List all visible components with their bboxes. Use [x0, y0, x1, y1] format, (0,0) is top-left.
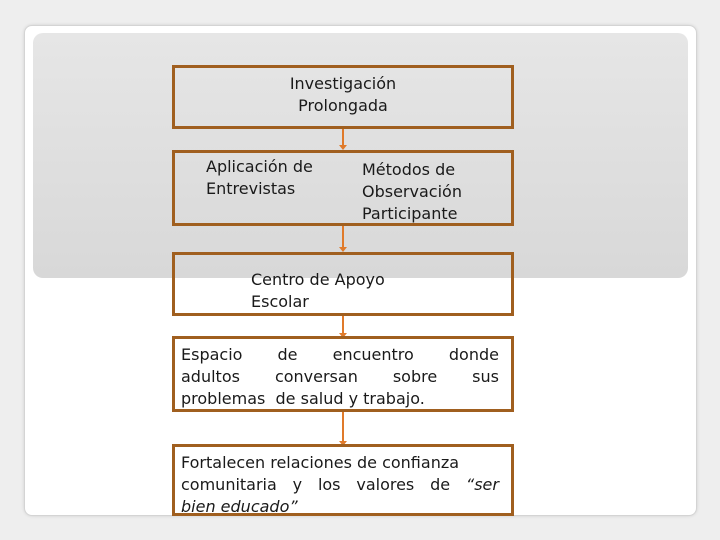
box-espacio [172, 336, 514, 412]
box-fortalecen [172, 444, 514, 516]
espacio-word-3: encuentro [332, 345, 414, 364]
espacio-word-4: donde [448, 345, 499, 364]
entrevistas-line2: Entrevistas [206, 179, 296, 198]
fortalecen-word-6: “ser [465, 475, 499, 494]
centro-line1: Centro de Apoyo [251, 270, 385, 289]
fortalecen-word-4: valores [356, 475, 415, 494]
fortalecen-line3: bien educado” [181, 497, 298, 516]
espacio-word-7: sobre [392, 367, 438, 386]
connector-1 [342, 129, 344, 146]
box-centro-apoyo [172, 252, 514, 316]
espacio-word-8: sus [472, 367, 499, 386]
espacio-word-1: Espacio [181, 345, 243, 364]
connector-4 [342, 412, 344, 442]
box-investigacion [172, 65, 514, 129]
espacio-word-2: de [277, 345, 298, 364]
connector-3 [342, 316, 344, 334]
espacio-word-6: conversan [274, 367, 358, 386]
fortalecen-line2 [181, 474, 499, 496]
box-investigacion-line2: Prolongada [298, 96, 388, 115]
connector-2 [342, 226, 344, 248]
espacio-line1 [181, 344, 499, 366]
box-centro-apoyo-text [251, 269, 385, 313]
fortalecen-line1: Fortalecen relaciones de confianza [181, 453, 460, 472]
fortalecen-word-1: comunitaria [181, 475, 277, 494]
observacion-line2: Observación [362, 182, 462, 201]
box-metodos [172, 150, 514, 226]
observacion-line1: Métodos de [362, 160, 456, 179]
observacion-line3: Participante [362, 204, 458, 223]
box-metodos-right [362, 159, 462, 225]
fortalecen-word-2: y [292, 475, 303, 494]
espacio-word-5: adultos [181, 367, 240, 386]
fortalecen-word-5: de [430, 475, 451, 494]
centro-line2: Escolar [251, 292, 309, 311]
entrevistas-line1: Aplicación de [206, 157, 313, 176]
box-metodos-left [206, 156, 313, 200]
box-investigacion-line1: Investigación [289, 74, 397, 93]
espacio-line2 [181, 366, 499, 388]
espacio-line3: problemas de salud y trabajo. [181, 389, 425, 408]
fortalecen-word-3: los [317, 475, 341, 494]
